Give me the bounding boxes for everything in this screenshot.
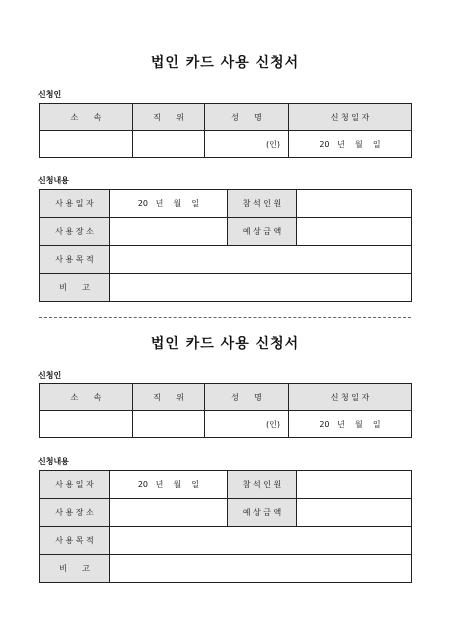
header-position: 직 위 [133,104,205,131]
place-label: 사 용 장 소 [40,218,110,246]
header-department: 소 속 [40,104,133,131]
applicant-table [39,103,412,158]
purpose-field[interactable] [110,246,412,274]
application-date-field[interactable]: 20 년 월 일 [289,411,412,438]
applicant-section-label: 신청인 [38,371,62,380]
attendees-label: 참 석 인 원 [228,190,297,218]
header-name: 성 명 [205,384,289,411]
attendees-field[interactable] [297,190,412,218]
use-date-label: 사 용 일 자 [40,190,110,218]
use-date-label: 사 용 일 자 [40,471,110,499]
header-application-date: 신 청 일 자 [289,104,412,131]
budget-label: 예 상 금 액 [228,218,297,246]
form-title: 법인 카드 사용 신청서 [150,55,300,71]
name-seal-field[interactable]: (인) [205,131,289,158]
position-field[interactable] [133,411,205,438]
form-title: 법인 카드 사용 신청서 [150,336,300,352]
department-field[interactable] [40,131,133,158]
place-field[interactable] [110,499,228,527]
attendees-label: 참 석 인 원 [228,471,297,499]
purpose-label: 사 용 목 적 [40,246,110,274]
attendees-field[interactable] [297,471,412,499]
note-field[interactable] [110,274,412,302]
header-name: 성 명 [205,104,289,131]
place-field[interactable] [110,218,228,246]
details-section-label: 신청내용 [38,176,69,185]
applicant-table [39,383,412,438]
budget-field[interactable] [297,218,412,246]
note-field[interactable] [110,555,412,583]
name-seal-field[interactable]: (인) [205,411,289,438]
note-label: 비 고 [40,274,110,302]
place-label: 사 용 장 소 [40,499,110,527]
application-date-field[interactable]: 20 년 월 일 [289,131,412,158]
header-position: 직 위 [133,384,205,411]
budget-label: 예 상 금 액 [228,499,297,527]
details-table [39,470,412,583]
department-field[interactable] [40,411,133,438]
purpose-field[interactable] [110,527,412,555]
header-application-date: 신 청 일 자 [289,384,412,411]
details-table [39,189,412,302]
budget-field[interactable] [297,499,412,527]
applicant-section-label: 신청인 [38,90,62,99]
cut-line-divider [39,317,411,318]
details-section-label: 신청내용 [38,457,69,466]
purpose-label: 사 용 목 적 [40,527,110,555]
note-label: 비 고 [40,555,110,583]
use-date-field[interactable]: 20 년 월 일 [110,190,228,218]
use-date-field[interactable]: 20 년 월 일 [110,471,228,499]
position-field[interactable] [133,131,205,158]
header-department: 소 속 [40,384,133,411]
